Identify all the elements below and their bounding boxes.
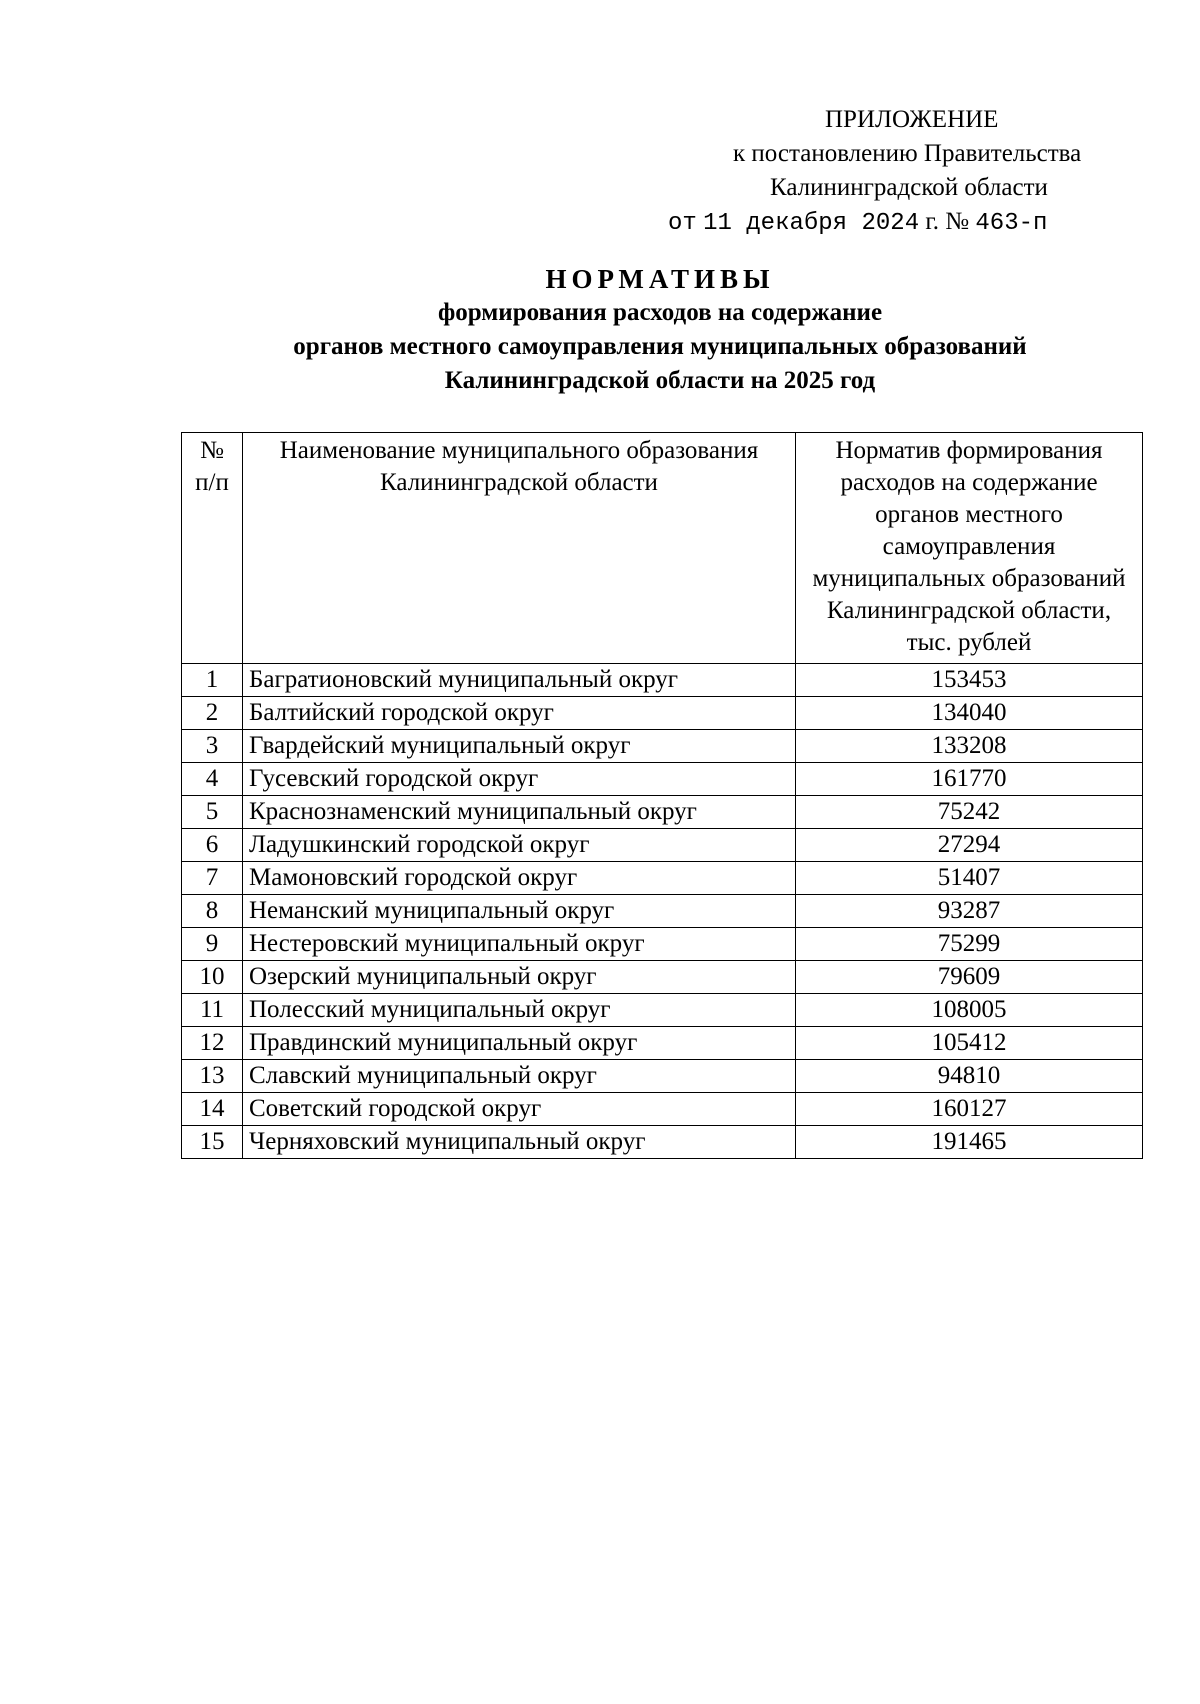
row-norm-value: 51407 <box>796 862 1143 895</box>
table-row <box>182 763 1143 796</box>
appendix-line-resolution: к постановлению Правительства <box>733 140 1082 167</box>
row-municipality: Нестеровский муниципальный округ <box>243 928 796 961</box>
row-norm-value: 191465 <box>796 1126 1143 1159</box>
table-row <box>182 961 1143 994</box>
row-municipality: Балтийский городской округ <box>243 697 796 730</box>
table-row <box>182 1027 1143 1060</box>
table-row <box>182 928 1143 961</box>
row-number: 14 <box>182 1093 243 1126</box>
heading-line-3: Калининградской области на 2025 год <box>444 367 876 394</box>
date-prefix: от <box>668 210 697 237</box>
row-norm-value: 75242 <box>796 796 1143 829</box>
header-municipality: Наименование муниципального образования Калининградской области <box>243 433 796 664</box>
appendix-block <box>660 103 1160 241</box>
row-number: 10 <box>182 961 243 994</box>
document-number: 463-п <box>975 210 1048 237</box>
row-municipality: Гусевский городской округ <box>243 763 796 796</box>
row-municipality: Полесский муниципальный округ <box>243 994 796 1027</box>
row-number: 4 <box>182 763 243 796</box>
row-municipality: Багратионовский муниципальный округ <box>243 664 796 697</box>
row-number: 8 <box>182 895 243 928</box>
row-municipality: Черняховский муниципальный округ <box>243 1126 796 1159</box>
table-row <box>182 697 1143 730</box>
row-number: 11 <box>182 994 243 1027</box>
table-row <box>182 796 1143 829</box>
row-number: 12 <box>182 1027 243 1060</box>
row-municipality: Мамоновский городской округ <box>243 862 796 895</box>
number-sign: № <box>945 208 970 235</box>
row-municipality: Правдинский муниципальный округ <box>243 1027 796 1060</box>
table-row <box>182 1093 1143 1126</box>
table-row <box>182 730 1143 763</box>
row-number: 2 <box>182 697 243 730</box>
table-header-row <box>182 433 1143 664</box>
document-heading <box>0 262 1200 398</box>
table-row <box>182 829 1143 862</box>
document-date: 11 декабря 2024 <box>703 210 920 237</box>
row-number: 1 <box>182 664 243 697</box>
row-number: 15 <box>182 1126 243 1159</box>
row-municipality: Ладушкинский городской округ <box>243 829 796 862</box>
appendix-title: ПРИЛОЖЕНИЕ <box>825 106 999 133</box>
header-norm: Норматив формирования расходов на содержание органов местного самоуправления муниципальных образований Калининградской области, тыс. рублей <box>796 433 1143 664</box>
row-norm-value: 93287 <box>796 895 1143 928</box>
row-norm-value: 133208 <box>796 730 1143 763</box>
table-row <box>182 994 1143 1027</box>
row-norm-value: 160127 <box>796 1093 1143 1126</box>
heading-line-2: органов местного самоуправления муниципальных образований <box>293 333 1027 360</box>
row-number: 7 <box>182 862 243 895</box>
row-number: 9 <box>182 928 243 961</box>
norms-table <box>181 432 1143 1159</box>
heading-title: НОРМАТИВЫ <box>545 264 775 294</box>
header-number: № п/п <box>182 433 243 664</box>
table-row <box>182 895 1143 928</box>
row-norm-value: 134040 <box>796 697 1143 730</box>
row-norm-value: 27294 <box>796 829 1143 862</box>
row-municipality: Озерский муниципальный округ <box>243 961 796 994</box>
row-municipality: Неманский муниципальный округ <box>243 895 796 928</box>
row-municipality: Краснознаменский муниципальный округ <box>243 796 796 829</box>
row-municipality: Славский муниципальный округ <box>243 1060 796 1093</box>
row-municipality: Гвардейский муниципальный округ <box>243 730 796 763</box>
table-row <box>182 1060 1143 1093</box>
table-row <box>182 1126 1143 1159</box>
row-norm-value: 108005 <box>796 994 1143 1027</box>
row-number: 3 <box>182 730 243 763</box>
table-row <box>182 862 1143 895</box>
row-norm-value: 161770 <box>796 763 1143 796</box>
table-row <box>182 664 1143 697</box>
row-norm-value: 105412 <box>796 1027 1143 1060</box>
year-suffix: г. <box>925 208 940 235</box>
row-norm-value: 153453 <box>796 664 1143 697</box>
row-number: 5 <box>182 796 243 829</box>
row-number: 6 <box>182 829 243 862</box>
appendix-line-region: Калининградской области <box>770 174 1048 201</box>
row-number: 13 <box>182 1060 243 1093</box>
heading-line-1: формирования расходов на содержание <box>437 299 883 326</box>
row-municipality: Советский городской округ <box>243 1093 796 1126</box>
row-norm-value: 75299 <box>796 928 1143 961</box>
row-norm-value: 79609 <box>796 961 1143 994</box>
row-norm-value: 94810 <box>796 1060 1143 1093</box>
appendix-date-line <box>660 205 1160 241</box>
